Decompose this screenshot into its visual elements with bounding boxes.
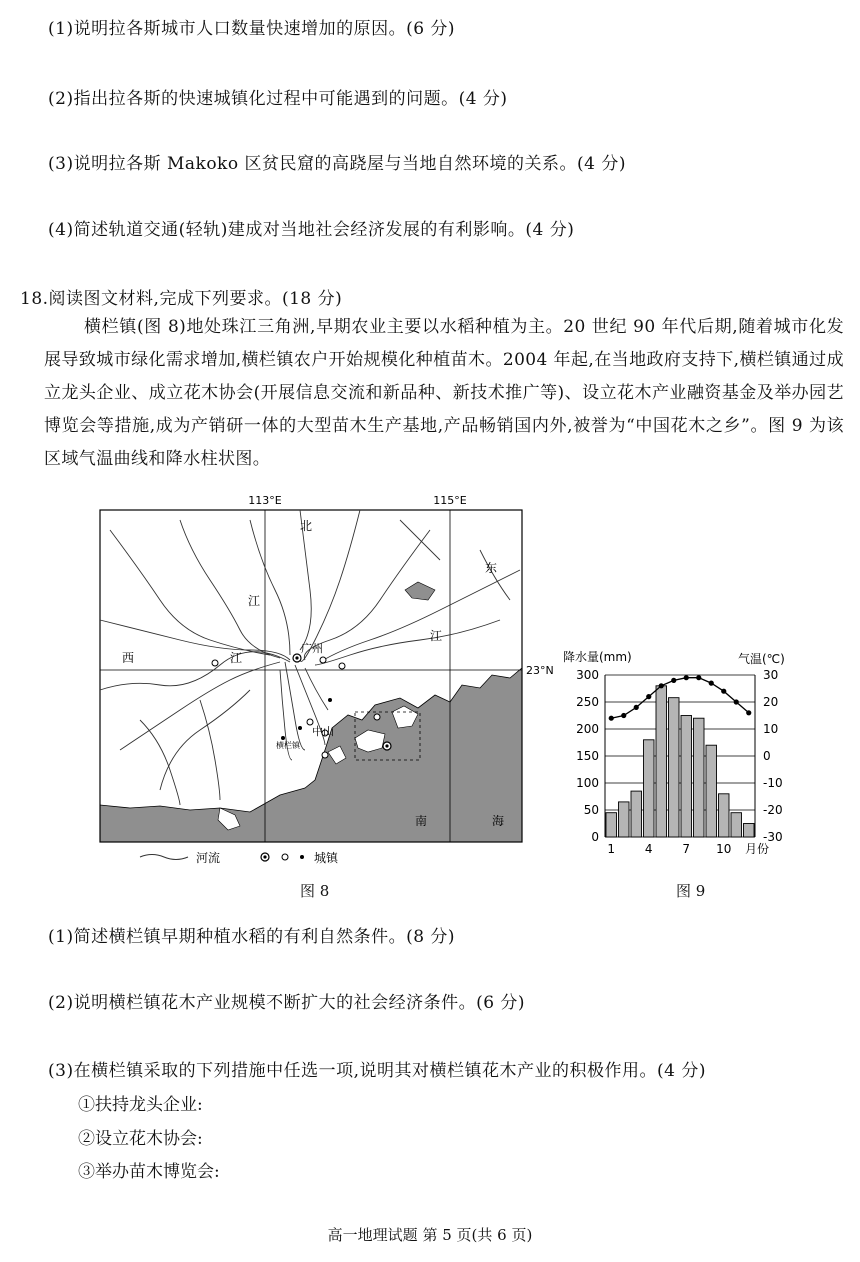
precipitation-bar — [606, 813, 617, 837]
precipitation-bar — [681, 716, 692, 838]
y-right-tick-label: -20 — [763, 803, 783, 817]
temperature-point — [721, 689, 726, 694]
legend-river-label: 河流 — [196, 851, 221, 865]
legend-town-label: 城镇 — [314, 851, 339, 865]
q18-sub3: (3)在横栏镇采取的下列措施中任选一项,说明其对横栏镇花木产业的积极作用。(4 分) — [48, 1061, 706, 1081]
temperature-point — [746, 710, 751, 715]
temperature-point — [709, 681, 714, 686]
label-zhongshan: 中山 — [312, 725, 334, 738]
q17-sub2: (2)指出拉各斯的快速城镇化过程中可能遇到的问题。(4 分) — [48, 89, 508, 109]
y-left-tick-label: 100 — [576, 776, 599, 790]
legend-town-symbols — [261, 853, 304, 861]
precipitation-bar — [631, 791, 642, 837]
figure-9-caption: 图 9 — [676, 882, 706, 900]
precipitation-bar — [719, 794, 730, 837]
y-left-tick-label: 250 — [576, 695, 599, 709]
sea-area — [100, 668, 522, 842]
q18-sub2: (2)说明横栏镇花木产业规模不断扩大的社会经济条件。(6 分) — [48, 993, 526, 1013]
x-tick-label: 4 — [644, 842, 653, 856]
lon-113-label: 113°E — [248, 494, 282, 507]
y-left-tick-label: 200 — [576, 722, 599, 736]
temperature-point — [671, 678, 676, 683]
q18-option-2: ②设立花木协会: — [78, 1129, 203, 1149]
y-left-tick-label: 150 — [576, 749, 599, 763]
temperature-point — [609, 716, 614, 721]
y-left-tick-label: 300 — [576, 668, 599, 682]
label-jiang-east: 江 — [430, 629, 443, 643]
figure-8-caption: 图 8 — [300, 882, 330, 900]
figure-8-map — [100, 490, 554, 870]
legend-river-symbol — [140, 855, 188, 860]
x-tick-label: 1 — [607, 842, 616, 856]
page-footer: 高一地理试题 第 5 页(共 6 页) — [327, 1226, 533, 1244]
precipitation-bar — [644, 740, 655, 837]
precipitation-bar — [619, 802, 630, 837]
x-axis-title: 月份 — [745, 842, 770, 856]
q18-heading: 18.阅读图文材料,完成下列要求。(18 分) — [20, 289, 343, 309]
label-jiang-north: 江 — [248, 594, 261, 608]
temperature-point — [659, 683, 664, 688]
precipitation-bar — [694, 718, 705, 837]
temperature-point — [634, 705, 639, 710]
label-henglan: 横栏镇 — [276, 741, 300, 750]
precipitation-bar — [744, 824, 755, 838]
y-left-tick-label: 0 — [591, 830, 599, 844]
x-tick-label: 10 — [716, 842, 732, 856]
y-left-tick-label: 50 — [583, 803, 599, 817]
precipitation-bar — [669, 698, 680, 837]
label-dong: 东 — [485, 561, 498, 575]
q17-sub3: (3)说明拉各斯 Makoko 区贫民窟的高跷屋与当地自然环境的关系。(4 分) — [48, 154, 626, 174]
y-right-tick-label: 30 — [763, 668, 779, 682]
label-guangzhou: 广州 — [301, 642, 323, 655]
q18-option-1: ①扶持龙头企业: — [78, 1095, 203, 1115]
y-right-axis-title: 气温(℃) — [738, 652, 785, 666]
y-right-tick-label: -30 — [763, 830, 783, 844]
y-right-tick-label: 10 — [763, 722, 779, 736]
label-bei: 北 — [300, 519, 313, 533]
temperature-point — [734, 699, 739, 704]
x-tick-label: 7 — [682, 842, 691, 856]
temperature-point — [646, 694, 651, 699]
temperature-point — [621, 713, 626, 718]
temperature-point — [696, 675, 701, 680]
y-left-axis-title: 降水量(mm) — [563, 650, 632, 664]
temperature-point — [684, 675, 689, 680]
y-right-tick-label: 0 — [763, 749, 771, 763]
q18-sub1: (1)简述横栏镇早期种植水稻的有利自然条件。(8 分) — [48, 927, 456, 947]
lon-115-label: 115°E — [433, 494, 467, 507]
y-right-tick-label: 20 — [763, 695, 779, 709]
lat-23-label: 23°N — [526, 664, 554, 677]
temperature-line — [611, 678, 749, 719]
precipitation-bar — [656, 686, 667, 837]
y-right-tick-label: -10 — [763, 776, 783, 790]
label-xi: 西 — [122, 651, 135, 665]
q17-sub1: (1)说明拉各斯城市人口数量快速增加的原因。(6 分) — [48, 19, 456, 39]
q18-material-paragraph: 横栏镇(图 8)地处珠江三角洲,早期农业主要以水稻种植为主。20 世纪 90 年代后期,随着城市化发展导致城市绿化需求增加,横栏镇农户开始规模化种植苗木。2004 年起,在当地政府支持下,横栏镇通过成立龙头企业、成立花木协会(开展信息交流和新品种、新技术推广等)、设立花木产业融资基金及举办园艺博览会等措施,成为产销研一体的大型苗木生产基地,产品畅销国内外,被誉为“中国花木之乡”。图 9 为该区域气温曲线和降水柱状图。 — [44, 317, 844, 469]
q18-option-3: ③举办苗木博览会: — [78, 1162, 220, 1182]
precipitation-bar — [731, 813, 742, 837]
q17-sub4: (4)简述轨道交通(轻轨)建成对当地社会经济发展的有利影响。(4 分) — [48, 220, 575, 240]
label-hai: 海 — [492, 814, 505, 828]
figure-9-climate-chart — [555, 645, 800, 860]
label-nan: 南 — [415, 814, 428, 828]
label-jiang-west: 江 — [230, 651, 243, 665]
precipitation-bar — [706, 745, 717, 837]
